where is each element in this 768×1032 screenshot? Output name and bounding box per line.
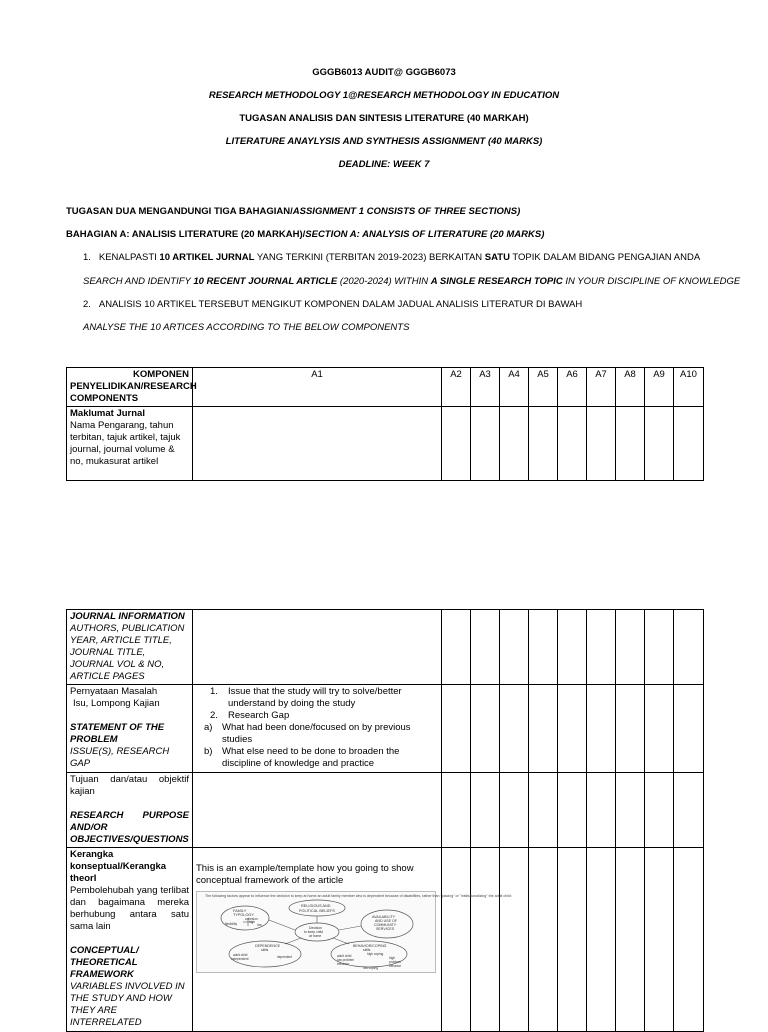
table-cell[interactable]: [674, 407, 704, 481]
table-cell[interactable]: [442, 685, 471, 773]
table-cell[interactable]: [616, 610, 645, 685]
table-cell[interactable]: [442, 407, 471, 481]
table-cell[interactable]: [674, 685, 704, 773]
problem-statement-my: Pernyataan Masalah: [70, 686, 158, 697]
connector-line: [269, 920, 295, 930]
instruction-1-part-b: 10 ARTIKEL JURNAL: [159, 252, 255, 263]
table-cell[interactable]: [558, 773, 587, 848]
table-cell[interactable]: [587, 685, 616, 773]
table-cell[interactable]: [587, 773, 616, 848]
table-cell[interactable]: [674, 848, 704, 1032]
sections-my: TUGASAN DUA MENGANDUNGI TIGA BAHAGIAN/: [66, 206, 293, 217]
journal-info-my-desc: Nama Pengarang, tahun terbitan, tajuk artikel, tajuk journal, journal volume & no, mukasurat artikel: [70, 420, 181, 467]
problem-label: problem: [389, 960, 401, 964]
problem-item-2-text: Research Gap: [228, 710, 290, 721]
table-cell[interactable]: [558, 848, 587, 1032]
table-cell[interactable]: [587, 848, 616, 1032]
problem-statement-a1-cell[interactable]: [193, 685, 442, 773]
journal-info-cell: [67, 610, 193, 685]
table-cell[interactable]: [645, 848, 674, 1032]
problem-item-1-number: 1.: [210, 686, 218, 697]
col-header-a3: A3: [471, 368, 500, 407]
journal-info-my-cell: [67, 407, 193, 481]
high-coping-label: high coping: [367, 952, 384, 956]
instruction-1-part-c: YANG TERKINI (TERBITAN 2019-2023) BERKAITAN: [254, 252, 485, 263]
table-cell[interactable]: [471, 848, 500, 1032]
problem-sub-a-text: What had been done/focused on by previous studies: [222, 722, 411, 745]
availability-label-4: SERVICES: [376, 927, 395, 931]
components-header-cell: [67, 368, 197, 407]
independent-label: independent: [231, 957, 249, 961]
family-label: FAMILY: [233, 909, 247, 913]
col-header-a6: A6: [558, 368, 587, 407]
low-label: low: [257, 923, 262, 927]
table-cell[interactable]: [471, 685, 500, 773]
section-a-line: [66, 229, 544, 240]
journal-info-my-title: Maklumat Jurnal: [70, 408, 145, 419]
table-cell[interactable]: [529, 773, 558, 848]
table-cell[interactable]: [442, 773, 471, 848]
table-cell[interactable]: [645, 685, 674, 773]
low-coping-label: low coping: [363, 966, 379, 970]
connector-line: [333, 938, 349, 944]
table-row-problem-statement: [67, 685, 704, 773]
instruction-1-en-d: A SINGLE RESEARCH TOPIC: [430, 276, 563, 287]
table-cell[interactable]: [616, 685, 645, 773]
instruction-2: [83, 299, 582, 310]
assignment-title-my: TUGASAN ANALISIS DAN SINTESIS LITERATURE (40 MARKAH): [239, 113, 529, 124]
table-cell[interactable]: [471, 610, 500, 685]
instruction-1-en-c: (2020-2024) WITHIN: [337, 276, 431, 287]
availability-label-3: COMMUNITY: [374, 923, 397, 927]
table-cell[interactable]: [645, 773, 674, 848]
table-cell[interactable]: [558, 610, 587, 685]
instruction-1-en-b: 10 RECENT JOURNAL ARTICLE: [193, 276, 338, 287]
table-cell[interactable]: [193, 610, 442, 685]
section-a-en: SECTION A: ANALYSIS OF LITERATURE (20 MARKS): [305, 229, 545, 240]
dependence-label-2: skills: [261, 948, 269, 952]
instruction-2-number: 2.: [83, 299, 91, 310]
problem-statement-cell: [67, 685, 193, 773]
decision-label-3: at home: [309, 934, 322, 938]
religious-beliefs-node: [289, 900, 345, 916]
availability-label-2: AND USE OF: [375, 919, 397, 923]
table-row-research-purpose: [67, 773, 704, 848]
table-cell[interactable]: [558, 407, 587, 481]
behavior-label-4: behavior: [389, 964, 402, 968]
table-cell[interactable]: [674, 773, 704, 848]
problem-sub-a: [196, 722, 438, 746]
problem-item-1-text: Issue that the study will try to solve/better understand by doing the study: [228, 686, 402, 709]
cohesion-label: cohesion: [245, 917, 258, 921]
framework-example-text: This is an example/template how you going to show conceptual framework of the article: [196, 863, 414, 886]
deadline: DEADLINE: WEEK 7: [338, 159, 430, 170]
table-cell[interactable]: [500, 407, 529, 481]
framework-diagram-image: [196, 891, 512, 973]
instruction-1-part-d: SATU: [484, 252, 510, 263]
instruction-1-number: 1.: [83, 252, 91, 263]
table-cell[interactable]: [500, 685, 529, 773]
conceptual-framework-my-title: Kerangka konseptual/Kerangka theorI: [70, 849, 167, 884]
table-row-journal-info: [67, 610, 704, 685]
instruction-2-en: ANALYSE THE 10 ARTICES ACCORDING TO THE BELOW COMPONENTS: [83, 322, 410, 333]
behavior-label-2: skills: [363, 948, 371, 952]
table-row-conceptual-framework: [67, 848, 704, 1032]
problem-item-2: [196, 710, 438, 722]
flexibility-label: flexibility: [225, 922, 238, 926]
instruction-1-en-a: SEARCH AND IDENTIFY: [83, 276, 194, 287]
table-cell[interactable]: [193, 407, 442, 481]
problem-sub-a-label: a): [204, 722, 213, 733]
low-problem-label: low problem: [337, 958, 355, 962]
components-header-2: PENYELIDIKAN/RESEARCH COMPONENTS: [70, 381, 197, 404]
course-title: RESEARCH METHODOLOGY 1@RESEARCH METHODOLOGY IN EDUCATION: [208, 90, 560, 101]
framework-diagram: [197, 892, 512, 972]
analysis-table-1: [66, 367, 704, 481]
table-cell[interactable]: [500, 848, 529, 1032]
col-header-a8: A8: [616, 368, 645, 407]
table-cell[interactable]: [616, 848, 645, 1032]
table-cell[interactable]: [529, 848, 558, 1032]
political-label: POLITICAL BELIEFS: [299, 909, 335, 913]
course-code: GGGB6013 AUDIT@ GGGB6073: [312, 67, 456, 78]
behavior-label-3: behavior: [337, 962, 350, 966]
research-purpose-cell: [67, 773, 193, 848]
table-cell[interactable]: [529, 685, 558, 773]
table-cell[interactable]: [616, 407, 645, 481]
assignment-sections-line: [66, 206, 520, 217]
table-cell[interactable]: [442, 610, 471, 685]
adult-child-label-2: adult child: [337, 954, 352, 958]
table-row-journal-info-my: [67, 407, 704, 481]
dependent-label: dependent: [277, 955, 293, 959]
adult-child-label: adult child: [233, 953, 248, 957]
table-cell[interactable]: [529, 610, 558, 685]
problem-statement-en-desc: ISSUE(S), RESEARCH GAP: [70, 746, 170, 769]
conceptual-framework-en-desc: VARIABLES INVOLVED IN THE STUDY AND HOW THEY ARE INTERRELATED: [70, 981, 185, 1028]
problem-item-2-number: 2.: [210, 710, 218, 721]
col-header-a2: A2: [442, 368, 471, 407]
journal-info-title: JOURNAL INFORMATION: [70, 611, 185, 622]
instruction-1: [83, 252, 700, 263]
col-header-a4: A4: [500, 368, 529, 407]
col-header-a1: A1: [193, 368, 442, 407]
conceptual-framework-my-desc: Pembolehubah yang terlibat dan bagaimana mereka berhubung antara satu sama lain: [70, 885, 189, 932]
table-cell[interactable]: [500, 610, 529, 685]
connector-line: [285, 938, 301, 944]
availability-label-1: AVAILABILITY: [372, 915, 396, 919]
journal-info-desc: AUTHORS, PUBLICATION YEAR, ARTICLE TITLE, JOURNAL TITLE, JOURNAL VOL & NO, ARTICLE PAGES: [70, 623, 185, 682]
table-cell[interactable]: [529, 407, 558, 481]
problem-item-1: [196, 686, 438, 710]
behavior-label-1: BEHAVIOR/COPING: [353, 944, 387, 948]
conceptual-framework-en-title: CONCEPTUAL/ THEORETICAL FRAMEWORK: [70, 945, 139, 980]
problem-statement-en: STATEMENT OF THE PROBLEM: [70, 722, 165, 745]
table-cell[interactable]: [587, 610, 616, 685]
instruction-1-en: [83, 276, 740, 287]
research-gap-my: Isu, Lompong Kajian: [73, 698, 160, 709]
table-1-header-row: [67, 368, 704, 407]
table-cell[interactable]: [471, 773, 500, 848]
high-label: high: [249, 920, 256, 924]
col-header-a7: A7: [587, 368, 616, 407]
col-header-a9: A9: [645, 368, 674, 407]
problem-sub-b-label: b): [204, 746, 213, 757]
table-cell[interactable]: [616, 773, 645, 848]
instruction-2-text: ANALISIS 10 ARTIKEL TERSEBUT MENGIKUT KOMPONEN DALAM JADUAL ANALISIS LITERATUR DI BAWAH: [98, 299, 583, 310]
research-purpose-my: Tujuan dan/atau objektif kajian: [70, 774, 189, 797]
high-label-2: high: [389, 956, 396, 960]
problem-sub-b-text: What else need to be done to broaden the discipline of knowledge and practice: [222, 746, 400, 769]
dependence-label-1: DEPENDENCE: [255, 944, 280, 948]
instruction-1-part-a: KENALPASTI: [98, 252, 160, 263]
religious-label: RELIGIOUS AND: [301, 904, 331, 908]
analysis-table-2: [66, 609, 704, 1032]
col-header-a5: A5: [529, 368, 558, 407]
table-cell[interactable]: [587, 407, 616, 481]
instruction-1-part-e: TOPIK DALAM BIDANG PENGAJIAN ANDA: [509, 252, 701, 263]
table-cell[interactable]: [471, 407, 500, 481]
col-header-a10: A10: [674, 368, 704, 407]
decision-label-1: Decision: [309, 926, 323, 930]
connector-line: [339, 926, 361, 930]
section-a-my: BAHAGIAN A: ANALISIS LITERATURE (20 MARKAH)/: [66, 229, 306, 240]
table-cell[interactable]: [193, 773, 442, 848]
components-header-1: KOMPONEN: [133, 369, 189, 380]
instruction-1-en-e: IN YOUR DISCIPLINE OF KNOWLEDGE: [562, 276, 741, 287]
table-cell[interactable]: [645, 407, 674, 481]
decision-label-2: to keep child: [304, 930, 324, 934]
research-purpose-en: RESEARCH PURPOSE AND/OR OBJECTIVES/QUESTIONS: [70, 810, 189, 845]
table-cell[interactable]: [674, 610, 704, 685]
sections-en: ASSIGNMENT 1 CONSISTS OF THREE SECTIONS): [292, 206, 521, 217]
table-cell[interactable]: [558, 685, 587, 773]
problem-sub-b: [196, 746, 438, 770]
conceptual-framework-cell: [67, 848, 193, 1032]
diagram-caption: The following factors appear to influence the decision to keep at home an adult family member who is dependent because of disabilities, rather than "placing" or "institutionalizing" the adult child:: [205, 894, 512, 898]
conceptual-framework-a1-cell[interactable]: [193, 848, 512, 1032]
assignment-title-en: LITERATURE ANAYLYSIS AND SYNTHESIS ASSIGNMENT (40 MARKS): [225, 136, 543, 147]
table-cell[interactable]: [442, 848, 471, 1032]
table-cell[interactable]: [500, 773, 529, 848]
table-cell[interactable]: [645, 610, 674, 685]
typology-label: TYPOLOGY: [233, 913, 254, 917]
